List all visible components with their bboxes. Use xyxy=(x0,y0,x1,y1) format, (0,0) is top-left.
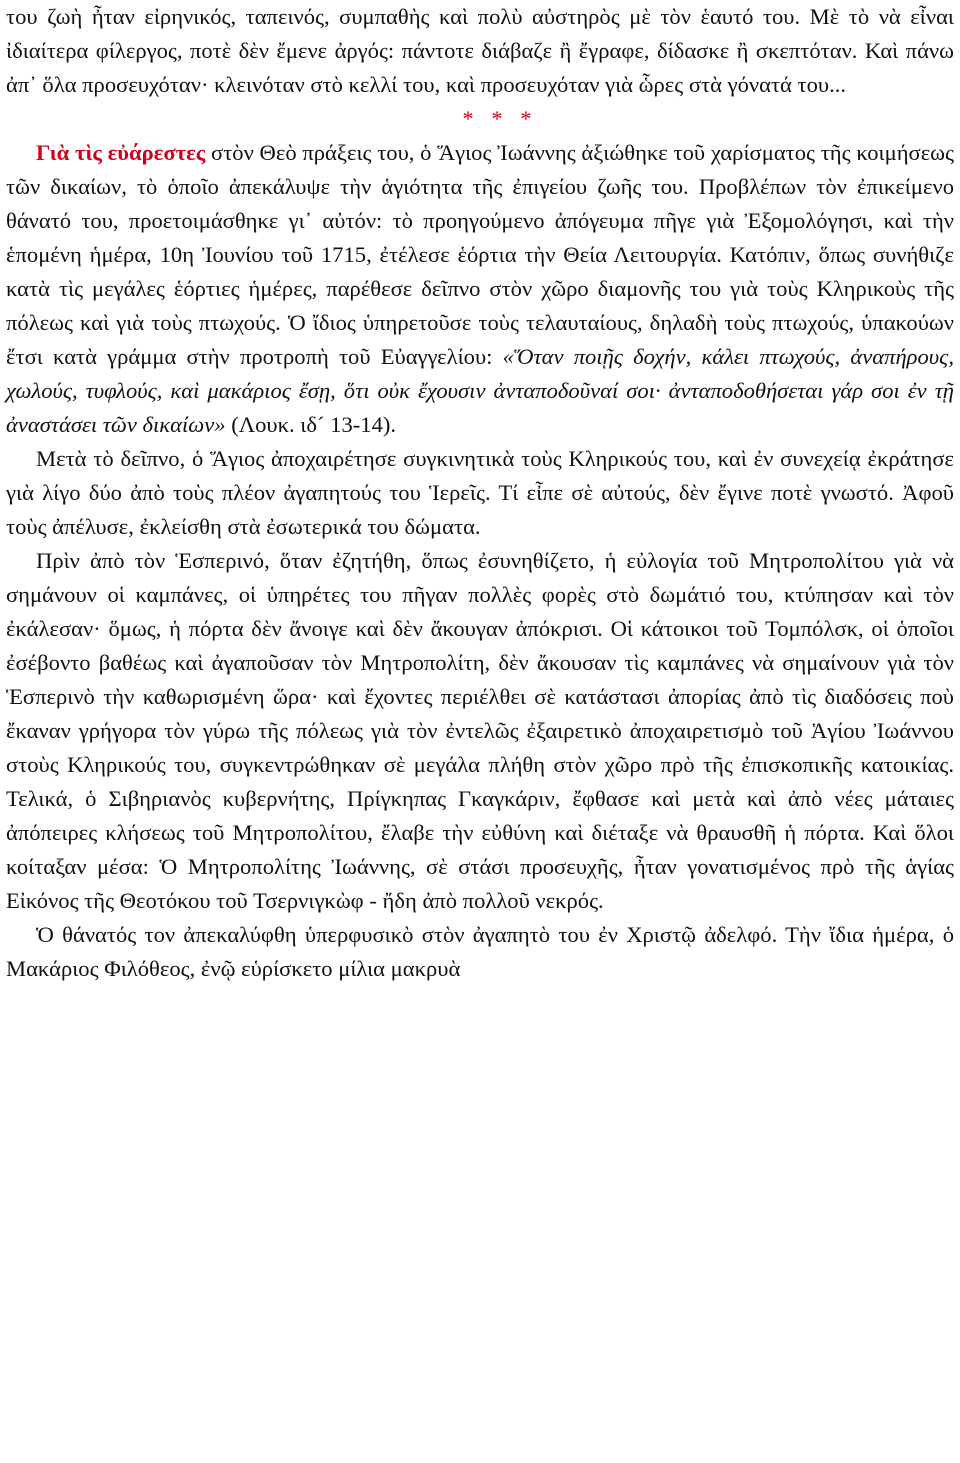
paragraph-revelation: Ὁ θάνατός τον ἀπεκαλύφθη ὑπερφυσικὸ στὸν ἀγαπητὸ του ἐν Χριστῷ ἀδελφό. Τὴν ἴδια ἡμέρα, ὁ Μακάριος Φιλόθεος, ἐνῷ εὑρίσκετο μίλια μακρυὰ xyxy=(6,922,954,981)
document-page xyxy=(6,0,954,986)
gospel-quote: «Ὅταν ποιῇς δοχήν, κάλει πτωχούς, ἀναπήρους, χωλούς, τυφλούς, καὶ μακάριος ἔσῃ, ὅτι οὐκ ἔχουσιν ἀνταποδοῦναί σοι· ἀνταποδοθήσεται γάρ σοι ἐν τῇ ἀναστάσει τῶν δικαίων» xyxy=(6,344,954,437)
quote-citation: (Λουκ. ιδ´ 13-14). xyxy=(225,412,397,437)
paragraph-body: στὸν Θεὸ πράξεις του, ὁ Ἅγιος Ἰωάννης ἀξιώθηκε τοῦ χαρίσματος τῆς κοιμήσεως τῶν δικαίων, τὸ ὁποῖο ἀπεκάλυψε τὴν ἁγιότητα τῆς ἐπιγείου ζωῆς του. Προβλέπων τὸν ἐπικείμενο θάνατό του, προετοιμάσθηκε γι᾽ αὐτόν: τὸ προηγούμενο ἀπόγευμα πῆγε γιὰ Ἐξομολόγησι, καὶ τὴν ἑπομένη ἡμέρα, 10η Ἰουνίου τοῦ 1715, ἐτέλεσε ἑόρτια τὴν Θεία Λειτουργία. Κατόπιν, ὅπως συνήθιζε κατὰ τὶς μεγάλες ἑόρτιες ἡμέρες, παρέθεσε δεῖπνο στὸν χῶρο διαμονῆς του γιὰ τοὺς Κληρικοὺς τῆς πόλεως καὶ γιὰ τοὺς πτωχούς. Ὁ ἴδιος ὑπηρετοῦσε τοὺς τελαυταίους, δηλαδὴ τοὺς πτωχούς, ὑπακούων ἔτσι κατὰ γράμμα στὴν προτροπὴ τοῦ Εὐαγγελίου: xyxy=(6,140,954,369)
paragraph-vespers: Πρὶν ἀπὸ τὸν Ἑσπερινό, ὅταν ἐζητήθη, ὅπως ἐσυνηθίζετο, ἡ εὐλογία τοῦ Μητροπολίτου γιὰ νὰ σημάνουν οἱ καμπάνες, οἱ ὑπηρέτες του πῆγαν πολλὲς φορὲς στὸ δωμάτιό του, κτύπησαν καὶ τὸν ἐκάλεσαν· ὅμως, ἡ πόρτα δὲν ἄνοιγε καὶ δὲν ἄκουγαν ἀπόκρισι. Οἱ κάτοικοι τοῦ Τομπόλσκ, οἱ ὁποῖοι ἐσέβοντο βαθέως καὶ ἀγαποῦσαν τὸν Μητροπολίτη, δὲν ἄκουσαν τὶς καμπάνες νὰ σημαίνουν γιὰ τὸν Ἑσπερινὸ τὴν καθωρισμένη ὥρα· καὶ ἔχοντες περιέλθει σὲ κατάστασι ἀπορίας ἀπὸ τὶς διαδόσεις ποὺ ἔκαναν γρήγορα τὸν γύρω τῆς πόλεως γιὰ τὸν ἐντελῶς ἐξαιρετικὸ ἀποχαιρετισμὸ τοῦ Ἁγίου Ἰωάννου στοὺς Κληρικούς του, συγκεντρώθηκαν σὲ μεγάλα πλήθη στὸν χῶρο πρὸ τῆς ἐπισκοπικῆς κατοικίας. Τελικά, ὁ Σιβηριανὸς κυβερνήτης, Πρίγκηπας Γκαγκάριν, ἔφθασε καὶ μετὰ καὶ ἀπὸ νέες μάταιες ἀπόπειρες κλήσεως τοῦ Μητροπολίτου, ἔλαβε τὴν εὐθύνη καὶ διέταξε νὰ θραυσθῆ ἡ πόρτα. Καὶ ὅλοι κοίταξαν μέσα: Ὁ Μητροπολίτης Ἰωάννης, σὲ στάσι προσευχῆς, ἦταν γονατισμένος πρὸ τῆς ἁγίας Εἰκόνος τῆς Θεοτόκου τοῦ Τσερνιγκὼφ - ἤδη ἀπὸ πολλοῦ νεκρός. xyxy=(6,548,954,913)
paragraph-opening: του ζωὴ ἦταν εἰρηνικός, ταπεινός, συμπαθὴς καὶ πολὺ αὐστηρὸς μὲ τὸν ἑαυτό του. Μὲ τὸ νὰ εἶναι ἰδιαίτερα φίλεργος, ποτὲ δὲν ἔμενε ἀργός: πάντοτε διάβαζε ἢ ἔγραφε, δίδασκε ἢ σκεπτόταν. Καὶ πάνω ἀπ᾽ ὅλα προσευχόταν· κλεινόταν στὸ κελλί του, καὶ προσευχόταν γιὰ ὧρες στὰ γόνατά του... xyxy=(6,4,954,97)
paragraph-farewell: Μετὰ τὸ δεῖπνο, ὁ Ἅγιος ἀποχαιρέτησε συγκινητικὰ τοὺς Κληρικούς του, καὶ ἐν συνεχείᾳ ἐκράτησε γιὰ λίγο δύο ἀπὸ τοὺς πλέον ἀγαπητούς του Ἱερεῖς. Τί εἶπε σὲ αὐτούς, δὲν ἔγινε ποτὲ γνωστό. Ἀφοῦ τοὺς ἀπέλυσε, ἐκλείσθη στὰ ἐσωτερικά του δώματα. xyxy=(6,446,954,539)
section-lead-text: Γιὰ τὶς εὐάρεστες xyxy=(36,140,206,165)
paragraph-death-of-saint xyxy=(6,136,954,442)
section-separator: * * * xyxy=(462,106,538,131)
